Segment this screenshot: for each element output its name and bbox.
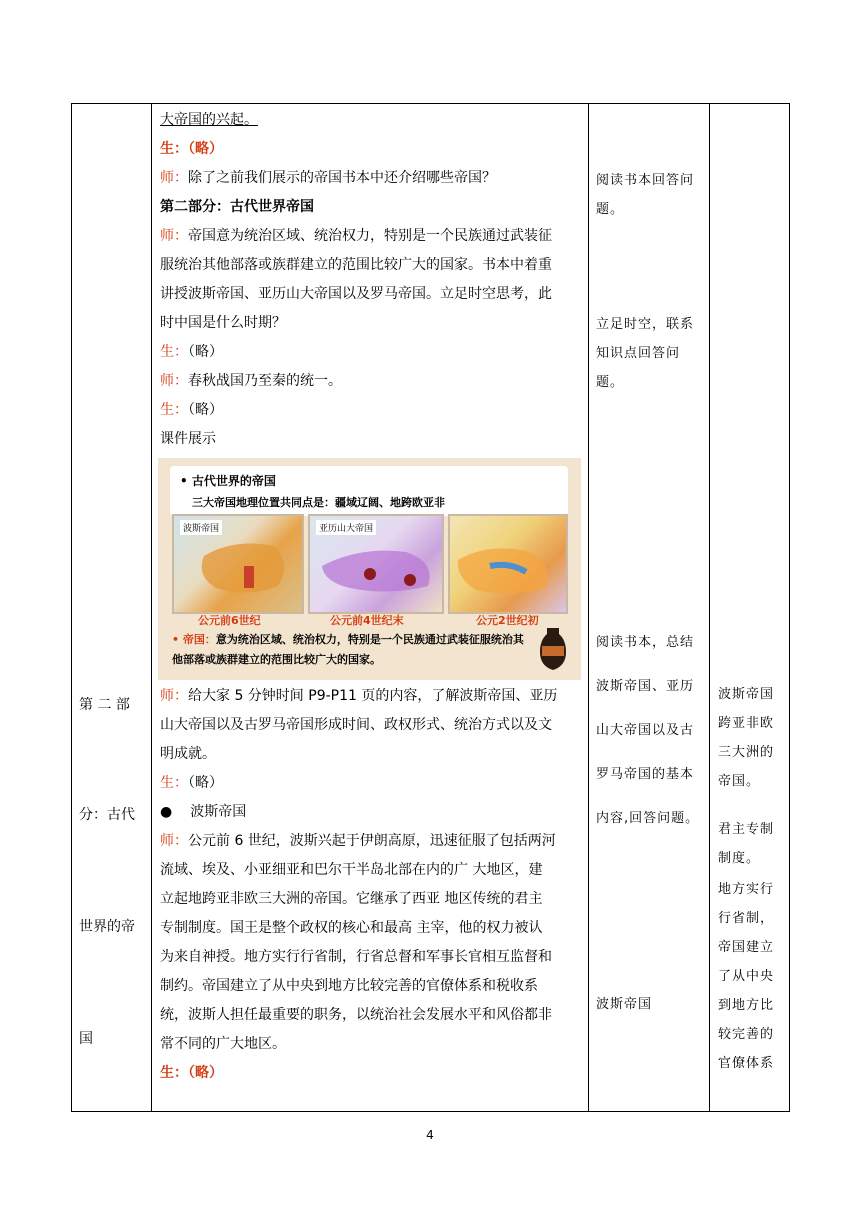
content-line: 波斯帝国 (190, 804, 247, 820)
content-line: （略） (188, 402, 223, 418)
content-line: （略） (188, 344, 223, 360)
note-line: 帝国。 (718, 774, 761, 789)
section-label-line: 世界的帝 (79, 919, 135, 935)
activity-line: 山大帝国以及古 (596, 723, 695, 738)
speaker-teacher: 师： (160, 228, 188, 244)
persian-empire-map (172, 514, 304, 614)
content-line: 专制制度。国王是整个政权的核心和最高 主宰，他的权力被认 (160, 920, 543, 936)
content-line: 公元前 6 世纪，波斯兴起于伊朗高原，迅速征服了包括两河 (188, 833, 556, 849)
content-line: （略） (188, 775, 223, 791)
content-line: 流域、埃及、小亚细亚和巴尔干半岛北部在内的广 大地区，建 (160, 862, 543, 878)
note-line: 三大洲的 (718, 745, 775, 760)
content-line: 时中国是什么时期？ (160, 315, 286, 331)
note-line: 官僚体系 (718, 1056, 775, 1071)
speaker-student: 生： (160, 775, 188, 791)
note-line: 到地方比 (718, 998, 775, 1013)
speaker-student: 生： (160, 344, 188, 360)
map-label: 波斯帝国 (180, 520, 222, 535)
map-label: 亚历山大帝国 (316, 520, 376, 535)
content-line: 山大帝国以及古罗马帝国形成时间、政权形式、统治方式以及文 (160, 717, 552, 733)
note-line: 行省制， (718, 911, 775, 926)
speaker-student: 生： (160, 1065, 188, 1081)
activity-line: 内容,回答问题。 (596, 811, 700, 826)
content-line: 统，波斯人担任最重要的职务，以统治社会发展水平和风俗都非 (160, 1007, 552, 1023)
content-line: 明成就。 (160, 746, 216, 762)
bullet-icon: ● (160, 804, 173, 820)
activity-line: 立足时空，联系 (596, 317, 695, 332)
note-line: 地方实行 (718, 882, 775, 897)
slide-definition (172, 630, 532, 670)
activity-line: 阅读书本，总结 (596, 635, 695, 650)
note-line: 跨亚非欧 (718, 716, 775, 731)
section-label-line: 分：古代 (79, 807, 135, 823)
content-line: （略） (188, 141, 223, 157)
content-line: 春秋战国乃至秦的统一。 (188, 373, 342, 389)
section-label-line: 第 二 部 (79, 697, 130, 713)
content-line: 课件展示 (160, 431, 216, 447)
alexander-empire-map (308, 514, 444, 614)
slide-title: • 古代世界的帝国 (180, 474, 276, 488)
speaker-teacher: 师： (160, 170, 188, 186)
activity-line: 罗马帝国的基本 (596, 767, 695, 782)
note-line: 君主专制 (718, 822, 775, 837)
speaker-teacher: 师： (160, 688, 188, 704)
roman-empire-map (448, 514, 568, 614)
activity-line: 阅读书本回答问 (596, 173, 695, 188)
definition-text: 意为统治区域、统治权力，特别是一个民族通过武装征服统治其他部落或族群建立的范围比较广大的国家。 (172, 633, 524, 666)
era-label: 公元2世纪初 (476, 614, 539, 627)
content-line: （略） (188, 1065, 223, 1081)
slide-header (170, 466, 568, 516)
era-label: 公元前4世纪末 (330, 614, 404, 627)
content-line: 为来自神授。地方实行行省制，行省总督和军事长官相互监督和 (160, 949, 552, 965)
content-line: 帝国意为统治区域、统治权力，特别是一个民族通过武装征 (188, 228, 552, 244)
slide-subtitle: 三大帝国地理位置共同点是：疆域辽阔、地跨欧亚非 (192, 496, 445, 509)
notes-column (710, 104, 791, 1111)
speaker-student: 生： (160, 402, 188, 418)
content-line: 给大家 5 分钟时间 P9-P11 页的内容，了解波斯帝国、亚历 (188, 688, 558, 704)
activity-line: 波斯帝国、亚历 (596, 679, 695, 694)
courseware-slide-image (158, 458, 581, 680)
speaker-teacher: 师： (160, 833, 188, 849)
content-line: 除了之前我们展示的帝国书本中还介绍哪些帝国？ (188, 170, 496, 186)
map-territory-shape (450, 516, 566, 612)
page-number: 4 (426, 1128, 434, 1142)
speaker-student: 生： (160, 141, 188, 157)
student-activity-column (588, 104, 709, 1111)
content-line: 讲授波斯帝国、亚历山大帝国以及罗马帝国。立足时空思考，此 (160, 286, 552, 302)
note-line: 波斯帝国 (718, 687, 775, 702)
content-line: 立起地跨亚非欧三大洲的帝国。它继承了西亚 地区传统的君主 (160, 891, 543, 907)
content-line: 常不同的广大地区。 (160, 1036, 286, 1052)
content-line: 大帝国的兴起。 (160, 112, 258, 128)
note-line: 了从中央 (718, 969, 775, 984)
map-territory-shape (310, 516, 442, 612)
note-line: 帝国建立 (718, 940, 775, 955)
note-line: 制度。 (718, 851, 761, 866)
section-label-line: 国 (79, 1031, 93, 1047)
era-label: 公元前6世纪 (198, 614, 261, 627)
vase-icon (536, 626, 570, 672)
note-line: 较完善的 (718, 1027, 775, 1042)
activity-line: 题。 (596, 375, 625, 390)
activity-line: 知识点回答问 (596, 346, 681, 361)
activity-line: 波斯帝国 (596, 997, 653, 1012)
map-territory-shape (174, 516, 302, 612)
subsection-heading: 第二部分：古代世界帝国 (160, 199, 314, 215)
speaker-teacher: 师： (160, 373, 188, 389)
content-line: 服统治其他部落或族群建立的范围比较广大的国家。书本中着重 (160, 257, 552, 273)
section-label-column (72, 104, 152, 1111)
activity-line: 题。 (596, 202, 625, 217)
definition-prefix: • 帝国： (172, 633, 216, 646)
content-line: 制约。帝国建立了从中央到地方比较完善的官僚体系和税收系 (160, 978, 538, 994)
